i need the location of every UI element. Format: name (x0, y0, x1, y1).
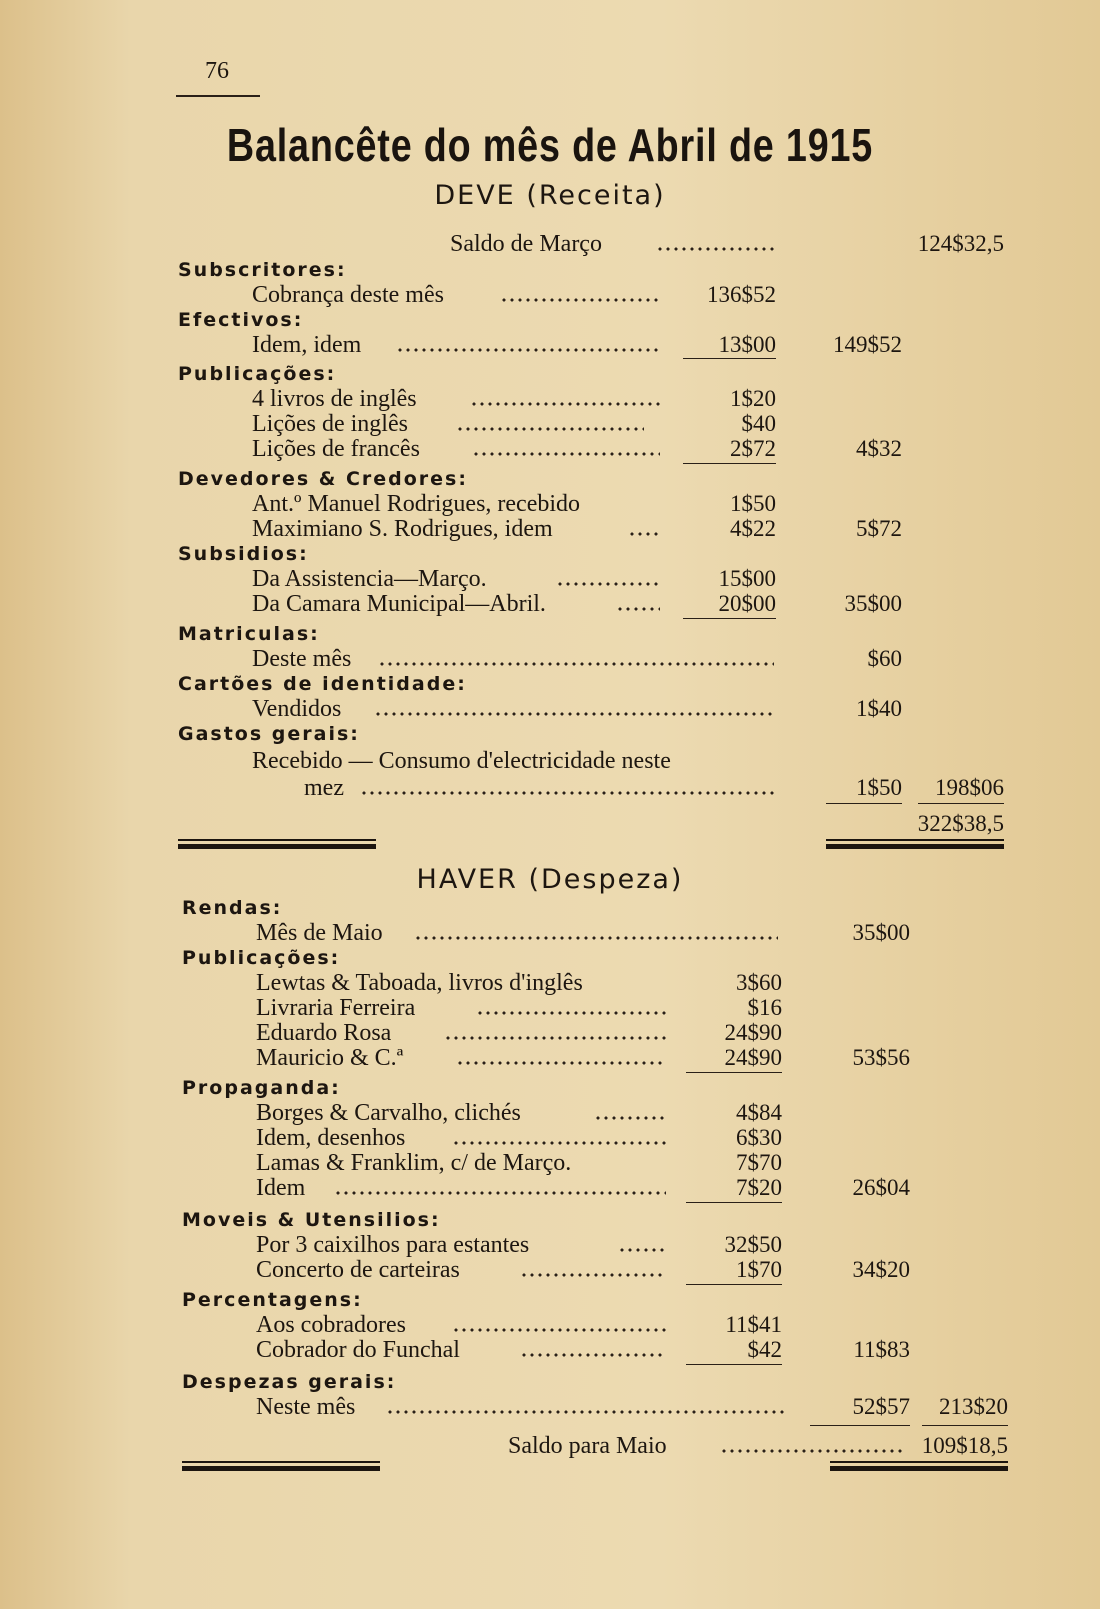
devedores-item-value: 1$50 (730, 491, 776, 516)
subtotal-rule (686, 1284, 782, 1285)
haver-group-total: 213$20 (939, 1394, 1008, 1419)
leader-dots (374, 711, 774, 717)
leader-dots (414, 935, 778, 941)
subsidios-item-value: 15$00 (718, 566, 776, 591)
leader-dots (334, 1190, 666, 1196)
cartoes-label: Vendidos (252, 696, 342, 722)
haver-pub-item-label: Mauricio & C.ª (256, 1045, 404, 1071)
subsidios-item-value: 20$00 (718, 591, 776, 616)
devedores-item-label: Ant.º Manuel Rodrigues, recebido (252, 491, 581, 517)
haver-heading: HAVER (Despeza) (416, 864, 684, 895)
gastos-header: Gastos gerais: (178, 723, 360, 745)
moveis-item-label: Por 3 caixilhos para estantes (256, 1232, 530, 1258)
rendas-header: Rendas: (182, 897, 283, 919)
closing-rule (178, 844, 376, 849)
rendas-label: Mês de Maio (256, 920, 383, 946)
haver-pub-item-label: Eduardo Rosa (256, 1020, 392, 1046)
leader-dots (472, 451, 660, 457)
cartoes-header: Cartões de identidade: (178, 673, 467, 695)
propaganda-item-label: Idem (256, 1175, 306, 1201)
subsidios-subtotal: 35$00 (844, 591, 902, 616)
idem-idem-value: 13$00 (718, 332, 776, 357)
haver-pub-item-value: 24$90 (724, 1020, 782, 1045)
subsidios-item-label: Da Assistencia—Março. (252, 566, 487, 592)
deve-heading: DEVE (Receita) (434, 180, 666, 211)
gastos-value: 1$50 (856, 775, 902, 800)
matriculas-label: Deste mês (252, 646, 352, 672)
devedores-item-value: 4$22 (730, 516, 776, 541)
deve-pub-item-label: Lições de francês (252, 436, 420, 462)
haver-pub-item-value: $16 (747, 995, 782, 1020)
devedores-item-label: Maximiano S. Rodrigues, idem (252, 516, 553, 542)
propaganda-header: Propaganda: (182, 1077, 341, 1099)
matriculas-value: $60 (867, 646, 902, 671)
leader-dots (452, 1140, 666, 1146)
moveis-item-value: 1$70 (736, 1257, 782, 1282)
closing-rule (830, 1461, 1008, 1463)
deve-grand-total: 322$38,5 (917, 811, 1004, 836)
closing-rule (830, 1466, 1008, 1471)
moveis-header: Moveis & Utensilios: (182, 1209, 441, 1231)
rendas-value: 35$00 (852, 920, 910, 945)
subtotal-rule (686, 1072, 782, 1073)
total-rule (810, 1425, 910, 1426)
saldo-maio-label: Saldo para Maio (508, 1433, 667, 1459)
haver-pub-item-label: Livraria Ferreira (256, 995, 416, 1021)
closing-rule (182, 1461, 380, 1463)
deve-pub-item-value: 1$20 (730, 386, 776, 411)
propaganda-item-value: 6$30 (736, 1125, 782, 1150)
leader-dots (628, 531, 660, 537)
subtotal-rule (686, 1364, 782, 1365)
leader-dots (456, 426, 644, 432)
propaganda-item-value: 7$20 (736, 1175, 782, 1200)
leader-dots (396, 347, 660, 353)
subtotal-rule (683, 463, 776, 464)
leader-dots (616, 606, 660, 612)
page-title: Balancête do mês de Abril de 1915 (226, 119, 874, 171)
total-rule (922, 1425, 1008, 1426)
despezas-value: 52$57 (852, 1394, 910, 1419)
propaganda-item-label: Idem, desenhos (256, 1125, 406, 1151)
leader-dots (520, 1352, 666, 1358)
deve-pub-item-label: 4 livros de inglês (252, 386, 417, 412)
devedores-header: Devedores & Credores: (178, 468, 468, 490)
percentagens-subtotal: 11$83 (853, 1337, 910, 1362)
propaganda-item-label: Borges & Carvalho, clichés (256, 1100, 521, 1126)
leader-dots (386, 1409, 786, 1415)
moveis-item-value: 32$50 (724, 1232, 782, 1257)
idem-idem-label: Idem, idem (252, 332, 362, 358)
closing-rule (826, 844, 1004, 849)
percentagens-item-label: Aos cobradores (256, 1312, 406, 1338)
devedores-subtotal: 5$72 (856, 516, 902, 541)
saldo-marco-label: Saldo de Março (450, 231, 602, 257)
saldo-maio-value: 109$18,5 (921, 1433, 1008, 1458)
leader-dots (520, 1272, 666, 1278)
leader-dots (378, 661, 774, 667)
closing-rule (826, 839, 1004, 841)
haver-publicacoes-header: Publicações: (182, 947, 341, 969)
gastos-line2: mez (304, 775, 344, 801)
deve-pub-subtotal: 4$32 (856, 436, 902, 461)
deve-pub-item-value: $40 (741, 411, 776, 436)
leader-dots (618, 1247, 666, 1253)
haver-pub-item-label: Lewtas & Taboada, livros d'inglês (256, 970, 583, 996)
propaganda-item-label: Lamas & Franklim, c/ de Março. (256, 1150, 572, 1176)
leader-dots (594, 1115, 666, 1121)
percentagens-item-value: $42 (747, 1337, 782, 1362)
subtotal-rule (683, 358, 776, 359)
haver-pub-item-value: 3$60 (736, 970, 782, 995)
efectivos-header: Efectivos: (178, 309, 304, 331)
deve-pub-item-label: Lições de inglês (252, 411, 408, 437)
moveis-subtotal: 34$20 (852, 1257, 910, 1282)
leader-dots (720, 1448, 906, 1454)
percentagens-item-label: Cobrador do Funchal (256, 1337, 460, 1363)
publicacoes-header: Publicações: (178, 363, 337, 385)
leader-dots (470, 401, 660, 407)
subtotal-rule (686, 1202, 782, 1203)
total-rule (826, 803, 902, 804)
leader-dots (360, 790, 774, 796)
propaganda-item-value: 7$70 (736, 1150, 782, 1175)
haver-pub-subtotal: 53$56 (852, 1045, 910, 1070)
cobranca-value: 136$52 (707, 282, 776, 307)
subsidios-item-label: Da Camara Municipal—Abril. (252, 591, 546, 617)
deve-group-total: 198$06 (935, 775, 1004, 800)
leader-dots (452, 1327, 666, 1333)
leader-dots (556, 581, 660, 587)
percentagens-header: Percentagens: (182, 1289, 363, 1311)
deve-pub-item-value: 2$72 (730, 436, 776, 461)
cobranca-label: Cobrança deste mês (252, 282, 444, 308)
subsidios-header: Subsidios: (178, 543, 309, 565)
propaganda-subtotal: 26$04 (852, 1175, 910, 1200)
moveis-item-label: Concerto de carteiras (256, 1257, 460, 1283)
closing-rule (182, 1466, 380, 1471)
gastos-line1: Recebido — Consumo d'electricidade neste (252, 748, 671, 774)
closing-rule (178, 839, 376, 841)
despezas-label: Neste mês (256, 1394, 356, 1420)
propaganda-item-value: 4$84 (736, 1100, 782, 1125)
saldo-marco-value: 124$32,5 (917, 231, 1004, 256)
haver-pub-item-value: 24$90 (724, 1045, 782, 1070)
despezas-header: Despezas gerais: (182, 1371, 397, 1393)
idem-subtotal: 149$52 (833, 332, 902, 357)
leader-dots (500, 297, 660, 303)
page-number: 76 (205, 58, 229, 84)
matriculas-header: Matriculas: (178, 623, 320, 645)
leader-dots (456, 1060, 666, 1066)
leader-dots (444, 1035, 666, 1041)
percentagens-item-value: 11$41 (725, 1312, 782, 1337)
cartoes-value: 1$40 (856, 696, 902, 721)
leader-dots (656, 246, 774, 252)
subscritores-header: Subscritores: (178, 259, 347, 281)
subtotal-rule (683, 618, 776, 619)
leader-dots (476, 1010, 666, 1016)
total-rule (918, 803, 1004, 804)
page-number-rule (176, 95, 260, 97)
